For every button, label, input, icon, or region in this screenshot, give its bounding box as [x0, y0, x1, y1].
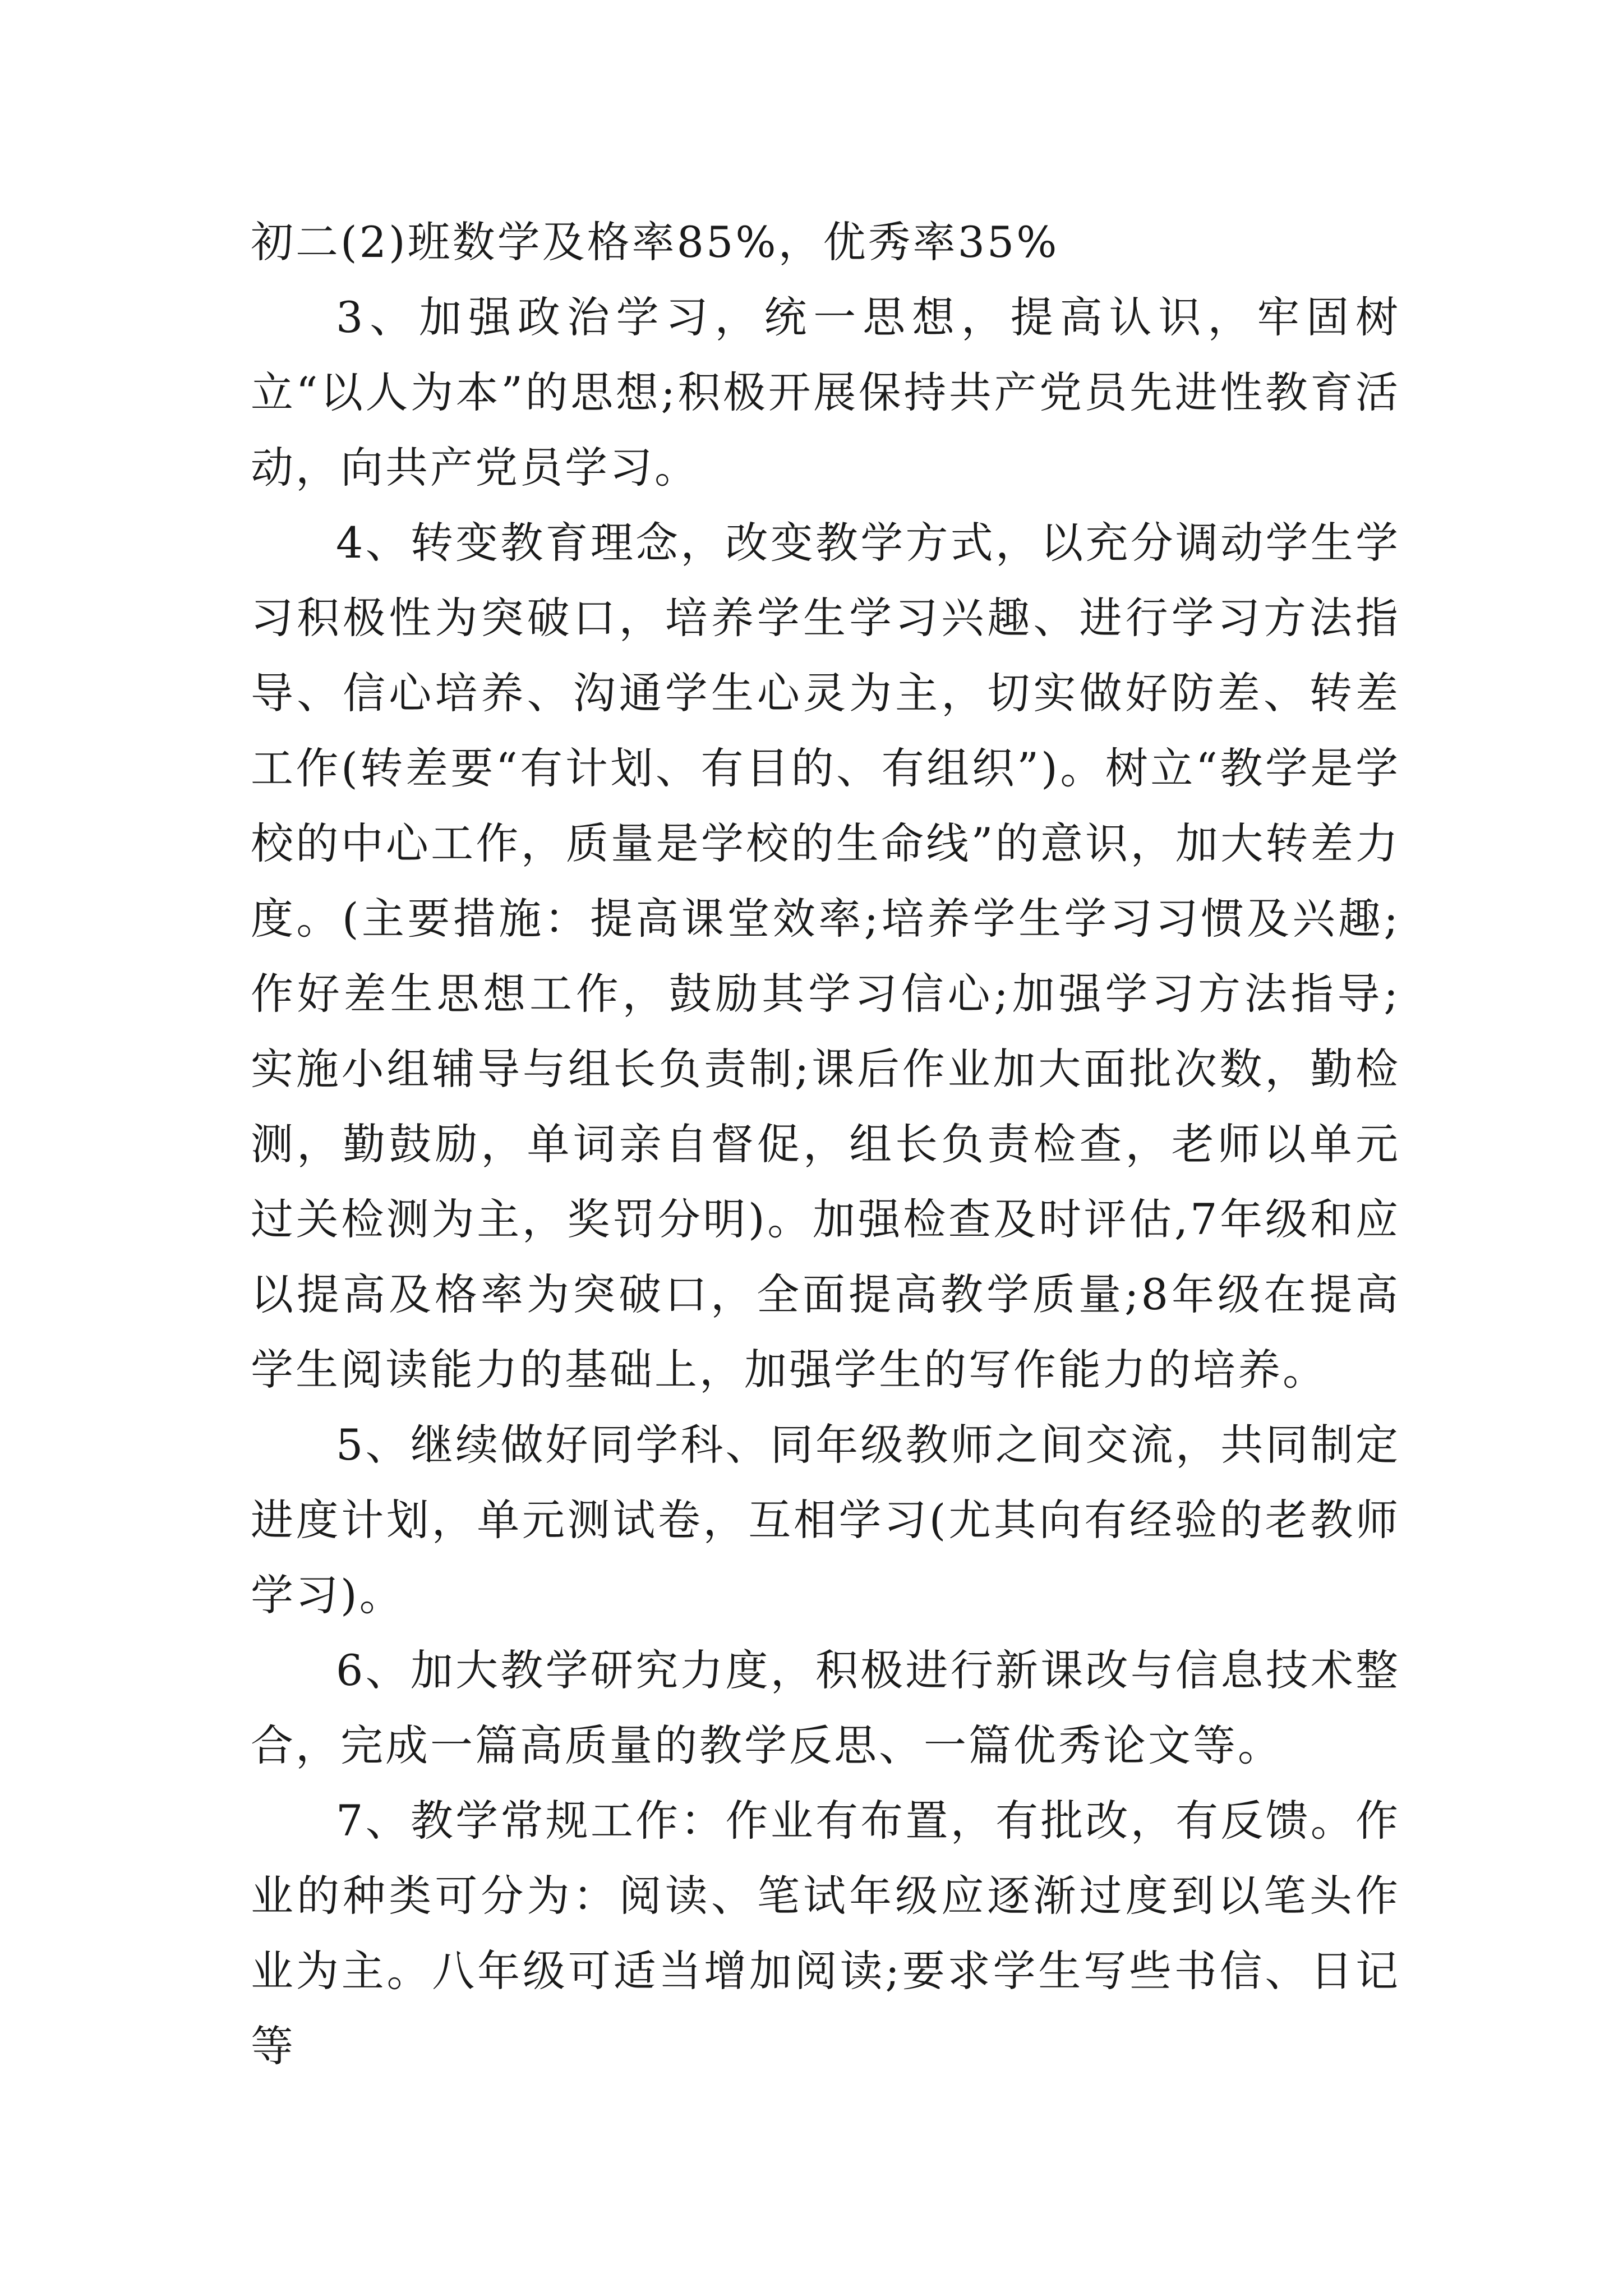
paragraph-item-6: 6、加大教学研究力度，积极进行新课改与信息技术整合，完成一篇高质量的教学反思、一篇优秀论文等。: [251, 1645, 1400, 1770]
paragraph-pass-rate: 初二(2)班数学及格率85%，优秀率35%: [251, 217, 1059, 267]
paragraph-item-7: 7、教学常规工作：作业有布置，有批改，有反馈。作业的种类可分为：阅读、笔试年级应逐渐过度到以笔头作业为主。八年级可适当增加阅读;要求学生写些书信、日记等: [251, 1796, 1400, 2071]
document-body: [251, 205, 1400, 2084]
paragraph-item-5: 5、继续做好同学科、同年级教师之间交流，共同制定进度计划，单元测试卷，互相学习(尤其向有经验的老教师学习)。: [251, 1420, 1400, 1620]
paragraph-item-4: 4、转变教育理念，改变教学方式，以充分调动学生学习积极性为突破口，培养学生学习兴趣、进行学习方法指导、信心培养、沟通学生心灵为主，切实做好防差、转差工作(转差要“有计划、有目的、有组织”)。树立“教学是学校的中心工作，质量是学校的生命线”的意识，加大转差力度。(主要措施：提高课堂效率;培养学生学习习惯及兴趣;作好差生思想工作，鼓励其学习信心;加强学习方法指导;实施小组辅导与组长负责制;课后作业加大面批次数，勤检测，勤鼓励，单词亲自督促，组长负责检查，老师以单元过关检测为主，奖罚分明)。加强检查及时评估,7年级和应以提高及格率为突破口，全面提高教学质量;8年级在提高学生阅读能力的基础上，加强学生的写作能力的培养。: [251, 518, 1400, 1395]
paragraph-item-3: 3、加强政治学习，统一思想，提高认识，牢固树立“以人为本”的思想;积极开展保持共产党员先进性教育活动，向共产党员学习。: [251, 292, 1400, 493]
